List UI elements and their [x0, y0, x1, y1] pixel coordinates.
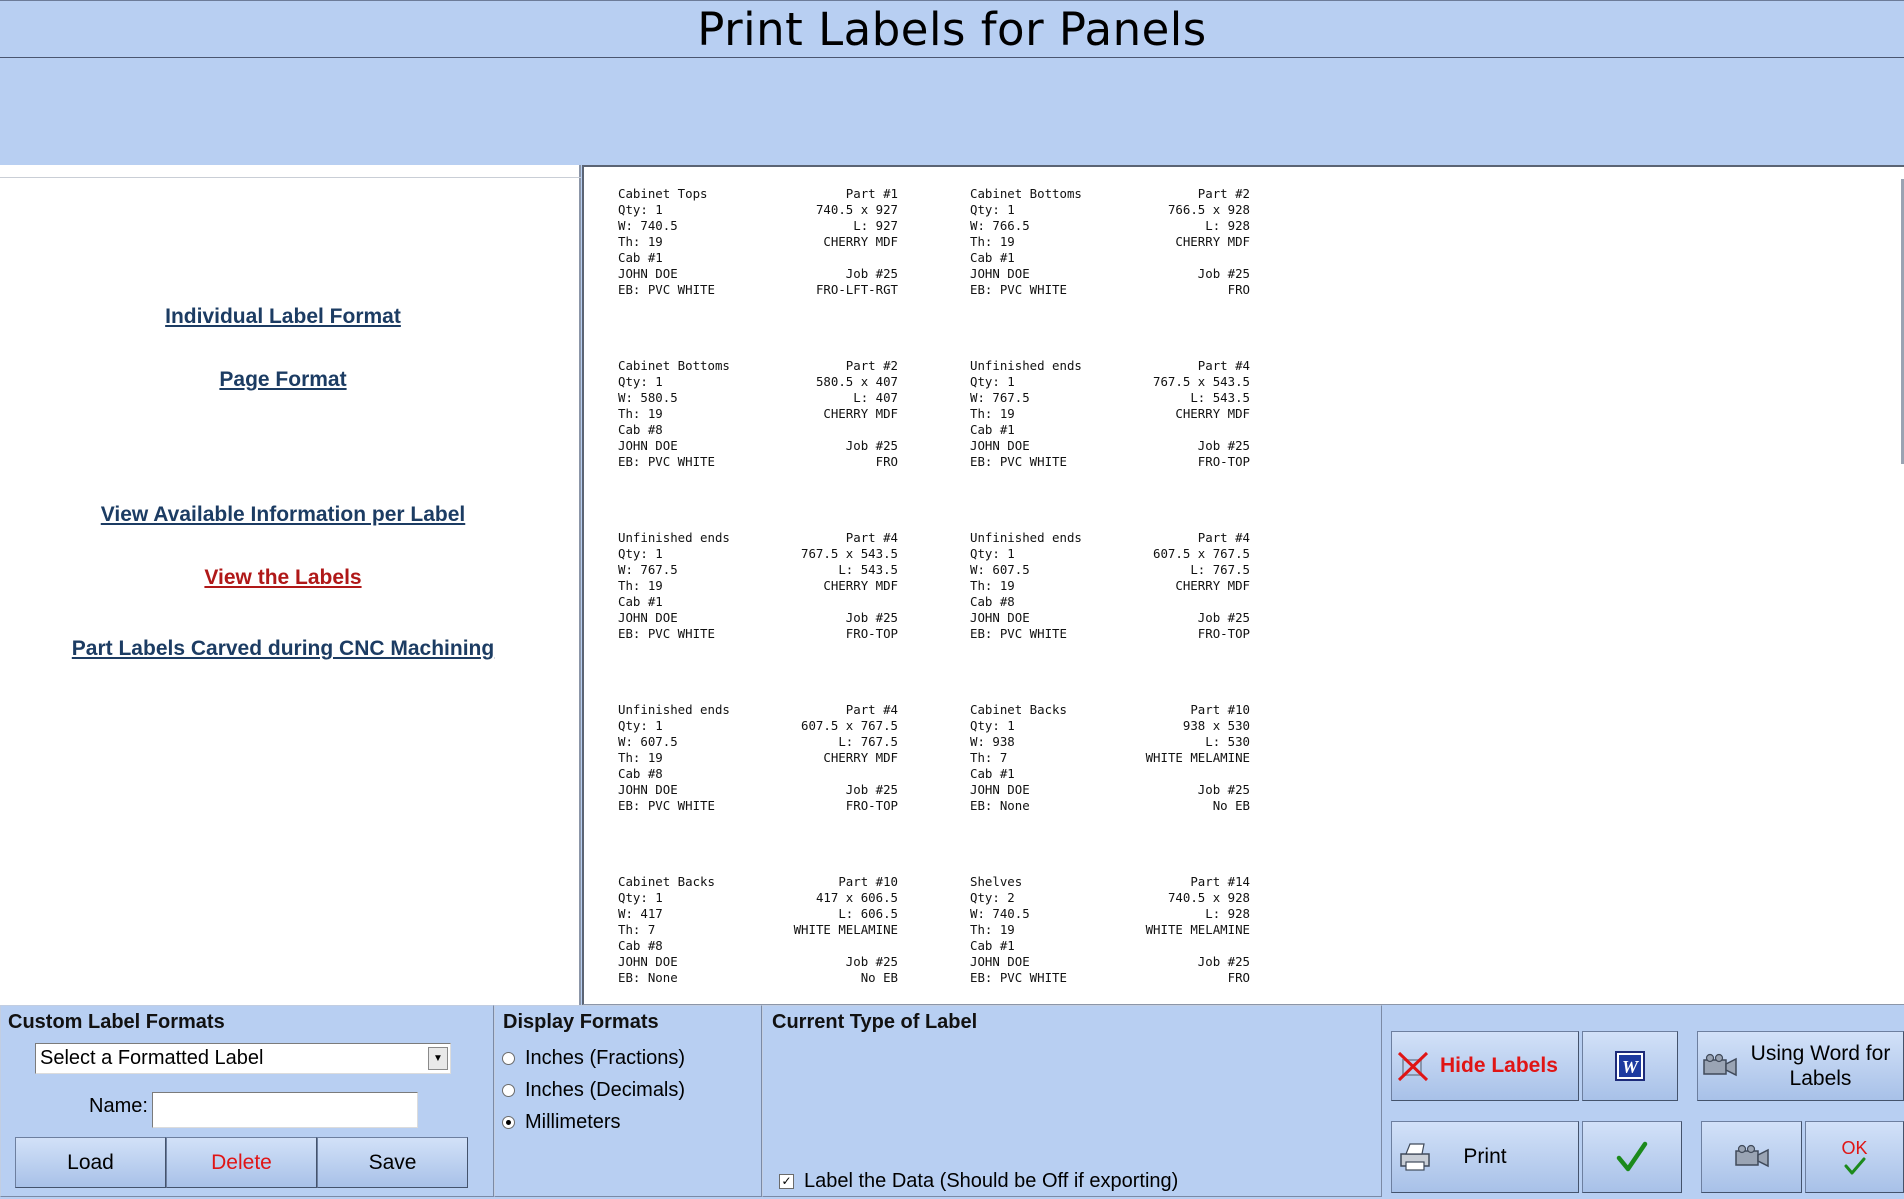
radio-millimeters-label: Millimeters [525, 1111, 621, 1133]
label-line [970, 438, 1250, 454]
label-line-left: JOHN DOE [970, 438, 1030, 453]
save-button[interactable]: Save [317, 1137, 468, 1188]
label-line [618, 626, 898, 642]
label-line-left: EB: PVC WHITE [970, 454, 1067, 469]
label-line [618, 798, 898, 814]
current-type-group [762, 1005, 1382, 1197]
label-line-right: FRO [1227, 282, 1250, 297]
label-line-right: CHERRY MDF [1175, 578, 1250, 593]
label-line-right: CHERRY MDF [1175, 234, 1250, 249]
ok-label: OK [1841, 1138, 1868, 1158]
label-line-left: Unfinished ends [970, 530, 1082, 545]
label-line-left: Cab #1 [618, 594, 663, 609]
label-line-right: 767.5 x 543.5 [801, 546, 898, 561]
name-label: Name: [89, 1095, 148, 1117]
part-label [618, 874, 898, 986]
label-line [970, 718, 1250, 734]
label-line-right: Part #4 [1197, 358, 1250, 373]
label-line-right: Job #25 [845, 438, 898, 453]
label-line [618, 454, 898, 470]
label-line-left: Cabinet Bottoms [618, 358, 730, 373]
svg-text:W: W [1621, 1057, 1639, 1077]
label-line-right: Part #4 [845, 530, 898, 545]
label-line-right: Job #25 [1197, 782, 1250, 797]
label-line-left: Qty: 1 [970, 718, 1015, 733]
using-word-label: Using Word for Labels [1750, 1042, 1891, 1090]
label-line-left: Qty: 1 [970, 202, 1015, 217]
label-line-left: W: 767.5 [618, 562, 678, 577]
radio-inches-decimals[interactable] [502, 1079, 685, 1102]
label-line-left: Cab #8 [618, 422, 663, 437]
label-line-right: No EB [1212, 798, 1250, 813]
label-line [970, 530, 1250, 546]
label-line [970, 250, 1250, 266]
ok-check-icon [1844, 1157, 1866, 1175]
label-line [970, 234, 1250, 250]
label-line-right: L: 606.5 [838, 906, 898, 921]
label-line-right: CHERRY MDF [1175, 406, 1250, 421]
formatted-label-select[interactable] [35, 1043, 451, 1074]
label-line-left: Th: 19 [618, 234, 663, 249]
label-line [618, 530, 898, 546]
radio-inches-decimals-label: Inches (Decimals) [525, 1079, 686, 1101]
printer-icon [1398, 1142, 1432, 1172]
label-line-left: JOHN DOE [970, 610, 1030, 625]
label-line [618, 250, 898, 266]
label-line-left: Cabinet Backs [618, 874, 715, 889]
label-line-left: Th: 19 [618, 750, 663, 765]
checkmark-icon [1615, 1140, 1649, 1174]
part-label [970, 702, 1250, 814]
label-line-right: L: 530 [1205, 734, 1250, 749]
label-line-left: EB: PVC WHITE [618, 454, 715, 469]
label-line-right: WHITE MELAMINE [793, 922, 898, 937]
label-line [618, 702, 898, 718]
part-labels-cnc-link[interactable]: Part Labels Carved during CNC Machining [71, 637, 495, 660]
label-line [618, 782, 898, 798]
label-line-right: CHERRY MDF [823, 234, 898, 249]
label-line-left: Cab #1 [970, 766, 1015, 781]
label-line-right: 607.5 x 767.5 [1153, 546, 1250, 561]
label-line-right: CHERRY MDF [823, 578, 898, 593]
label-line-right: WHITE MELAMINE [1145, 922, 1250, 937]
label-line-right: L: 767.5 [1190, 562, 1250, 577]
label-line [970, 938, 1250, 954]
label-line-left: Qty: 1 [618, 374, 663, 389]
part-label [618, 186, 898, 298]
label-line-left: Th: 19 [970, 406, 1015, 421]
label-line-right: Part #4 [1197, 530, 1250, 545]
label-line-right: FRO-TOP [1197, 626, 1250, 641]
hide-labels-button[interactable] [1391, 1031, 1579, 1101]
label-line-left: JOHN DOE [970, 954, 1030, 969]
label-line-left: EB: PVC WHITE [970, 970, 1067, 985]
name-input[interactable] [152, 1092, 418, 1128]
label-line-left: Cab #1 [970, 422, 1015, 437]
label-line [970, 546, 1250, 562]
label-line [618, 874, 898, 890]
part-label [970, 358, 1250, 470]
label-line-left: Cab #8 [970, 594, 1015, 609]
label-line-left: Th: 19 [970, 234, 1015, 249]
page-format-link[interactable]: Page Format [219, 368, 347, 391]
label-line [970, 798, 1250, 814]
label-line-left: JOHN DOE [970, 266, 1030, 281]
label-line [618, 734, 898, 750]
label-line-right: FRO-TOP [1197, 454, 1250, 469]
label-line-right: FRO-LFT-RGT [815, 282, 898, 297]
label-line-left: Th: 7 [970, 750, 1008, 765]
label-line-right: FRO [1227, 970, 1250, 985]
label-line-right: FRO-TOP [845, 626, 898, 641]
label-line-right: Part #2 [1197, 186, 1250, 201]
label-line-left: EB: PVC WHITE [970, 282, 1067, 297]
camera-icon [1734, 1144, 1770, 1170]
part-label [618, 702, 898, 814]
radio-inches-fractions[interactable] [502, 1047, 685, 1070]
label-line [970, 374, 1250, 390]
load-button[interactable]: Load [15, 1137, 166, 1188]
label-line-right: 767.5 x 543.5 [1153, 374, 1250, 389]
label-line-left: W: 417 [618, 906, 663, 921]
individual-label-format-link[interactable]: Individual Label Format [165, 305, 401, 328]
label-line-right: Part #4 [845, 702, 898, 717]
label-line-left: Cab #8 [618, 938, 663, 953]
label-line [970, 702, 1250, 718]
custom-label-formats-group [0, 1005, 494, 1197]
ok-button[interactable] [1805, 1121, 1904, 1193]
label-line-left: EB: PVC WHITE [618, 626, 715, 641]
custom-label-formats-title: Custom Label Formats [8, 1011, 225, 1033]
label-line-right: L: 928 [1205, 906, 1250, 921]
label-line-right: 766.5 x 928 [1167, 202, 1250, 217]
label-line-right: Part #14 [1190, 874, 1250, 889]
label-line-left: Unfinished ends [618, 530, 730, 545]
label-line-right: L: 767.5 [838, 734, 898, 749]
label-line-right: Part #1 [845, 186, 898, 201]
delete-button[interactable]: Delete [166, 1137, 317, 1188]
label-line-right: CHERRY MDF [823, 750, 898, 765]
label-line-left: W: 607.5 [970, 562, 1030, 577]
label-line-left: Cab #1 [618, 250, 663, 265]
label-line-right: 607.5 x 767.5 [801, 718, 898, 733]
label-line-right: L: 543.5 [1190, 390, 1250, 405]
camera-icon [1702, 1053, 1738, 1079]
label-line [618, 422, 898, 438]
label-line-right: 580.5 x 407 [815, 374, 898, 389]
label-line-left: W: 740.5 [618, 218, 678, 233]
label-line-right: L: 927 [853, 218, 898, 233]
label-line-left: EB: PVC WHITE [970, 626, 1067, 641]
label-line-left: W: 740.5 [970, 906, 1030, 921]
label-line-right: 938 x 530 [1182, 718, 1250, 733]
label-line-left: Th: 19 [618, 578, 663, 593]
label-line [970, 562, 1250, 578]
label-line [618, 922, 898, 938]
label-line [618, 610, 898, 626]
label-preview [582, 165, 1904, 1005]
label-line-left: EB: None [618, 970, 678, 985]
label-line-left: EB: PVC WHITE [618, 282, 715, 297]
radio-millimeters-button[interactable] [502, 1116, 515, 1129]
title-bar [0, 0, 1904, 58]
label-line-right: L: 928 [1205, 218, 1250, 233]
label-line-right: Part #2 [845, 358, 898, 373]
label-line [970, 610, 1250, 626]
label-data-checkbox-row[interactable] [779, 1170, 1178, 1193]
label-line-left: Th: 19 [970, 922, 1015, 937]
label-line [970, 874, 1250, 890]
label-line-left: JOHN DOE [618, 610, 678, 625]
label-line [970, 906, 1250, 922]
label-line [970, 970, 1250, 986]
window-title: Print Labels for Panels [697, 2, 1207, 56]
radio-inches-decimals-button[interactable] [502, 1084, 515, 1097]
label-line-left: Th: 19 [970, 578, 1015, 593]
label-line [970, 578, 1250, 594]
label-line-left: Shelves [970, 874, 1023, 889]
label-line-right: WHITE MELAMINE [1145, 750, 1250, 765]
label-line [970, 954, 1250, 970]
label-line [618, 938, 898, 954]
label-line-right: Job #25 [845, 266, 898, 281]
part-label [618, 530, 898, 642]
label-line [618, 750, 898, 766]
label-line [618, 358, 898, 374]
camera-button[interactable] [1701, 1121, 1802, 1193]
label-line [618, 438, 898, 454]
bottom-controls [0, 1005, 1904, 1199]
label-line-left: W: 766.5 [970, 218, 1030, 233]
word-export-button[interactable] [1582, 1031, 1678, 1101]
label-line-left: W: 580.5 [618, 390, 678, 405]
label-line [970, 358, 1250, 374]
label-line [618, 594, 898, 610]
hide-labels-label: Hide Labels [1440, 1054, 1558, 1077]
label-line [618, 202, 898, 218]
label-line [970, 422, 1250, 438]
label-line [618, 266, 898, 282]
label-line-right: Job #25 [845, 610, 898, 625]
label-line-left: EB: PVC WHITE [618, 798, 715, 813]
label-line-left: W: 767.5 [970, 390, 1030, 405]
label-line-left: Th: 7 [618, 922, 656, 937]
label-line [618, 218, 898, 234]
label-line-left: Qty: 1 [618, 890, 663, 905]
label-line [618, 766, 898, 782]
label-line-left: W: 938 [970, 734, 1015, 749]
label-line-right: L: 543.5 [838, 562, 898, 577]
top-band [0, 58, 1904, 165]
label-line-left: JOHN DOE [618, 954, 678, 969]
label-line [970, 734, 1250, 750]
view-available-info-link[interactable]: View Available Information per Label [100, 503, 466, 526]
divider [0, 177, 581, 178]
label-line-left: JOHN DOE [618, 438, 678, 453]
label-line-right: 740.5 x 928 [1167, 890, 1250, 905]
label-line-right: Job #25 [845, 782, 898, 797]
label-line [618, 562, 898, 578]
label-line-right: Part #10 [1190, 702, 1250, 717]
view-labels-link[interactable]: View the Labels [204, 566, 362, 589]
label-line-left: Qty: 1 [618, 202, 663, 217]
label-line [970, 750, 1250, 766]
label-line [618, 374, 898, 390]
label-line-right: Job #25 [1197, 954, 1250, 969]
label-line [618, 406, 898, 422]
label-line-left: JOHN DOE [618, 266, 678, 281]
radio-inches-fractions-button[interactable] [502, 1052, 515, 1065]
current-type-title: Current Type of Label [772, 1011, 978, 1033]
label-line-left: JOHN DOE [970, 782, 1030, 797]
label-line-left: Th: 19 [618, 406, 663, 421]
label-line [618, 906, 898, 922]
label-line-left: Qty: 1 [970, 374, 1015, 389]
label-line-right: CHERRY MDF [823, 406, 898, 421]
label-line-left: W: 607.5 [618, 734, 678, 749]
label-line [618, 186, 898, 202]
label-line-left: Cab #1 [970, 250, 1015, 265]
label-line [970, 218, 1250, 234]
label-line-right: 740.5 x 927 [815, 202, 898, 217]
label-line-right: FRO [875, 454, 898, 469]
word-icon [1615, 1051, 1645, 1081]
part-label [970, 186, 1250, 298]
label-line-left: Qty: 1 [970, 546, 1015, 561]
part-label [618, 358, 898, 470]
display-formats-title: Display Formats [503, 1011, 659, 1033]
label-line-right: Job #25 [1197, 610, 1250, 625]
label-line [618, 234, 898, 250]
label-line [970, 782, 1250, 798]
label-line [618, 954, 898, 970]
label-line-left: Qty: 2 [970, 890, 1015, 905]
label-line-left: Cabinet Bottoms [970, 186, 1082, 201]
label-line-right: Part #10 [838, 874, 898, 889]
label-line-right: FRO-TOP [845, 798, 898, 813]
formatted-label-select-value: Select a Formatted Label [40, 1047, 264, 1069]
radio-millimeters[interactable] [502, 1111, 621, 1134]
label-line [618, 546, 898, 562]
label-line-right: No EB [860, 970, 898, 985]
label-line-left: Unfinished ends [970, 358, 1082, 373]
label-line [970, 626, 1250, 642]
chevron-down-icon[interactable]: ▼ [428, 1047, 448, 1070]
label-line [970, 390, 1250, 406]
label-line [618, 890, 898, 906]
label-line [970, 266, 1250, 282]
label-line [970, 186, 1250, 202]
part-label [970, 530, 1250, 642]
label-line-left: Cabinet Tops [618, 186, 708, 201]
label-line [970, 922, 1250, 938]
label-line [970, 454, 1250, 470]
label-line-right: Job #25 [1197, 438, 1250, 453]
using-word-button[interactable] [1697, 1031, 1904, 1101]
label-line [618, 970, 898, 986]
label-line-left: Cab #8 [618, 766, 663, 781]
label-line-right: Job #25 [1197, 266, 1250, 281]
x-icon [1396, 1049, 1430, 1083]
label-line-left: Qty: 1 [618, 546, 663, 561]
print-button[interactable] [1391, 1121, 1579, 1193]
label-line [970, 282, 1250, 298]
label-line [970, 594, 1250, 610]
label-line [970, 406, 1250, 422]
label-line-right: L: 407 [853, 390, 898, 405]
label-line-left: EB: None [970, 798, 1030, 813]
label-line [970, 202, 1250, 218]
label-line-left: Cab #1 [970, 938, 1015, 953]
part-label [970, 874, 1250, 986]
accept-button[interactable] [1582, 1121, 1682, 1193]
label-line-right: Job #25 [845, 954, 898, 969]
label-line [970, 890, 1250, 906]
label-data-checkbox-label: Label the Data (Should be Off if exporting) [804, 1170, 1179, 1192]
print-label: Print [1463, 1145, 1507, 1168]
label-line-right: 417 x 606.5 [815, 890, 898, 905]
label-line-left: Unfinished ends [618, 702, 730, 717]
label-line-left: JOHN DOE [618, 782, 678, 797]
left-nav-panel [0, 165, 581, 1005]
radio-inches-fractions-label: Inches (Fractions) [525, 1047, 686, 1069]
label-line [618, 578, 898, 594]
label-line [618, 390, 898, 406]
label-line [618, 718, 898, 734]
label-data-checkbox[interactable]: ✓ [779, 1174, 794, 1189]
label-line-left: Cabinet Backs [970, 702, 1067, 717]
label-line [970, 766, 1250, 782]
label-line [618, 282, 898, 298]
label-line-left: Qty: 1 [618, 718, 663, 733]
